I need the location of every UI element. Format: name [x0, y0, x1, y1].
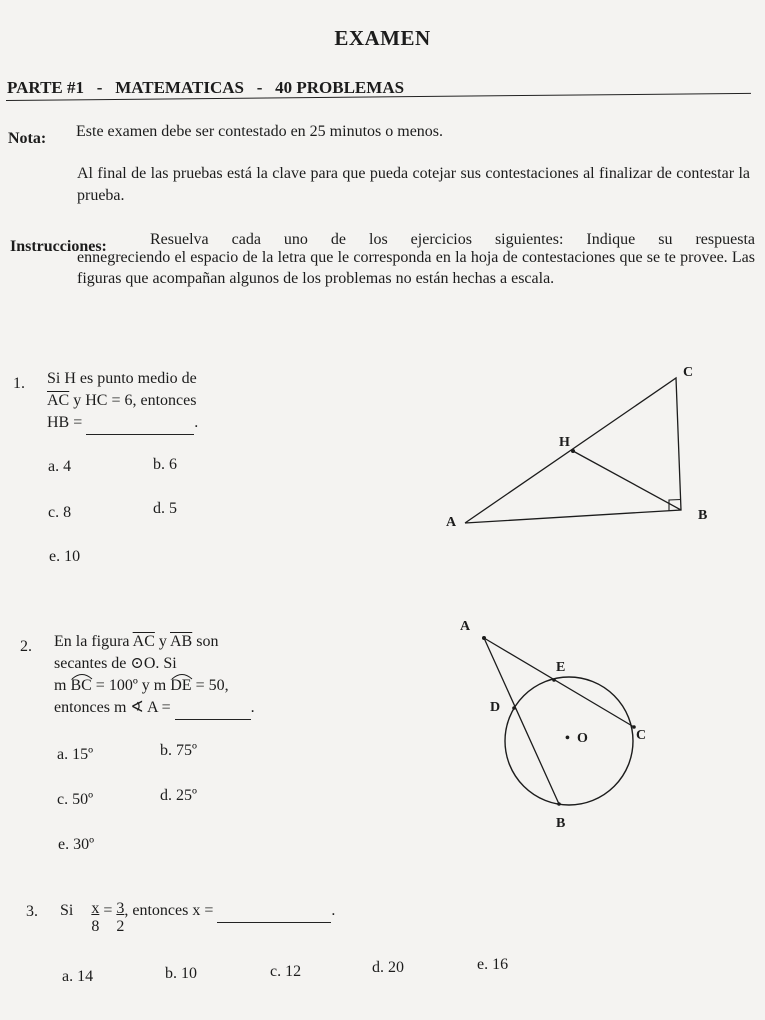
exam-title: EXAMEN	[334, 26, 431, 50]
fraction-numerator: 3	[116, 900, 125, 917]
label-a: A	[460, 619, 471, 634]
label-d: D	[490, 700, 501, 715]
fraction-x-over-8	[91, 900, 99, 936]
angle-symbol: ∢	[130, 699, 144, 716]
note-line-1: Este examen debe ser contestado en 25 minutos o menos.	[76, 123, 444, 140]
point-d	[512, 706, 516, 710]
subject-label: MATEMATICAS	[115, 78, 244, 97]
problem-2-text: m	[54, 677, 71, 694]
problem-1-option-b[interactable]: b. 6	[153, 456, 177, 473]
problem-3-option-c[interactable]: c. 12	[270, 963, 302, 980]
problem-2-text: .	[250, 699, 255, 716]
problem-2-text: entonces m	[54, 699, 131, 716]
instructions-label: Instrucciones:	[10, 238, 107, 255]
arc-bc-label: BC	[70, 677, 92, 694]
segment-ab: $\overline{AB}$	[170, 633, 193, 650]
instructions-first-line: Resuelva cada uno de los ejercicios siguientes: Indique su respuesta	[150, 231, 755, 248]
note-line-2: Al final de las pruebas está la clave para que pueda cotejar sus contestaciones al finalizar de contestar la prueba.	[77, 165, 750, 204]
problem-2-text: En la figura	[54, 633, 133, 650]
arc-mark	[170, 672, 194, 680]
problem-3-text: Si	[60, 902, 74, 919]
arc-de	[170, 677, 191, 694]
problem-2-text: = 100º y m	[91, 677, 171, 694]
fraction-denominator: 2	[116, 918, 125, 935]
problem-1-number: 1.	[13, 375, 25, 392]
problem-2-figure	[450, 610, 670, 835]
problem-2-text: secantes de	[54, 655, 131, 672]
point-e	[552, 678, 556, 682]
separator: -	[256, 78, 263, 97]
instructions-text: ennegreciendo el espacio de la letra que le corresponda en la hoja de contestaciones que se te provee. Las figuras que acompañan algunos de los problemas no están hechas a escala.	[77, 249, 755, 287]
arc-bc	[70, 677, 91, 694]
problem-2-option-a[interactable]: a. 15º	[57, 746, 94, 763]
label-b: B	[698, 508, 708, 523]
problem-3-option-b[interactable]: b. 10	[165, 965, 197, 982]
problem-3-option-a[interactable]: a. 14	[62, 968, 94, 985]
problem-1-text: Si H es punto medio de	[47, 370, 197, 387]
label-h: H	[559, 435, 570, 450]
center-dot: •	[565, 731, 570, 746]
problem-1-statement	[47, 368, 367, 435]
note-label: Nota:	[8, 130, 47, 147]
problem-3-statement	[60, 900, 335, 936]
separator: -	[96, 78, 103, 97]
circle-symbol: ⊙	[130, 655, 144, 672]
problem-3-text: .	[331, 902, 336, 919]
arc-de-label: DE	[170, 677, 192, 694]
secant-ac	[484, 638, 634, 727]
answer-blank	[175, 697, 251, 720]
label-c: C	[683, 365, 694, 380]
problem-2-option-c[interactable]: c. 50º	[57, 791, 94, 808]
answer-blank	[217, 900, 331, 923]
problem-1-option-c[interactable]: c. 8	[48, 504, 72, 521]
problem-2-statement	[54, 631, 374, 720]
problem-1-option-d[interactable]: d. 5	[153, 500, 177, 517]
equals-sign: =	[103, 902, 113, 919]
part-label: PARTE #1	[7, 78, 85, 97]
problem-2-text: son	[192, 633, 219, 650]
answer-blank	[86, 412, 194, 435]
problem-1-text: HB =	[47, 414, 87, 431]
label-a: A	[446, 515, 457, 530]
point-h	[571, 449, 575, 453]
fraction-denominator: 8	[91, 918, 100, 935]
problem-2-number: 2.	[20, 638, 32, 655]
point-a	[482, 636, 486, 640]
problem-2-option-b[interactable]: b. 75º	[160, 742, 197, 759]
section-header	[7, 78, 404, 98]
problem-1-text: .	[194, 414, 199, 431]
label-o: O	[577, 731, 588, 746]
problem-1-option-e[interactable]: e. 10	[49, 548, 81, 565]
label-c: C	[636, 728, 647, 743]
problem-3-number: 3.	[26, 903, 38, 920]
label-e: E	[556, 660, 566, 675]
problem-1-option-a[interactable]: a. 4	[48, 458, 72, 475]
problem-1-figure	[440, 360, 730, 540]
arc-mark	[70, 672, 94, 680]
problem-2-option-e[interactable]: e. 30º	[58, 836, 95, 853]
point-b	[557, 802, 561, 806]
problem-2-text: A =	[143, 699, 175, 716]
problem-3-text: , entonces x =	[124, 902, 218, 919]
problem-3-option-d[interactable]: d. 20	[372, 959, 404, 976]
segment-hb	[573, 451, 681, 510]
segment-ac: $\overline{AC}$	[132, 633, 155, 650]
problem-2-option-d[interactable]: d. 25º	[160, 787, 197, 804]
segment-ac: $\overline{AC}$	[47, 392, 70, 409]
problem-1-text: y HC = 6, entonces	[69, 392, 197, 409]
fraction-numerator: x	[91, 900, 100, 917]
problem-2-text: O. Si	[143, 655, 177, 672]
problem-count: 40 PROBLEMAS	[275, 78, 405, 97]
problem-3-option-e[interactable]: e. 16	[477, 956, 509, 973]
secant-ab	[484, 638, 559, 804]
problem-2-text: = 50,	[191, 677, 229, 694]
label-b: B	[556, 816, 566, 831]
problem-2-text: y	[154, 633, 170, 650]
